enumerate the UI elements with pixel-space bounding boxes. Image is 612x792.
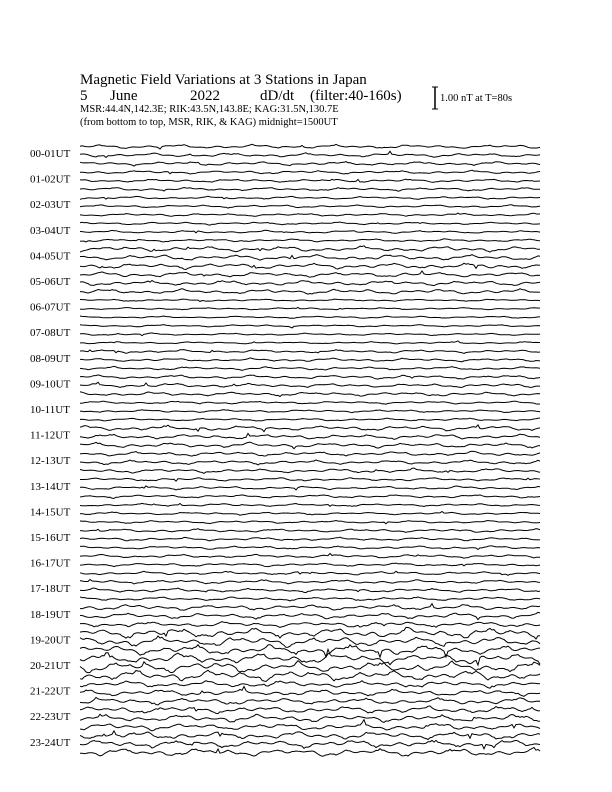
trace-kag [80, 580, 540, 585]
trace-kag [80, 706, 540, 714]
trace-msr [80, 239, 540, 242]
stations-text: MSR:44.4N,142.3E; RIK:43.5N,143.8E; KAG:31.5N,130.7E [80, 104, 339, 115]
trace-msr [80, 289, 540, 294]
trace-rik [80, 537, 540, 541]
hour-label: 12-13UT [30, 455, 71, 468]
component-label: dD/dt [260, 88, 295, 104]
trace-rik [80, 714, 540, 722]
date-year: 2022 [190, 88, 220, 104]
hour-label: 18-19UT [30, 608, 71, 621]
hour-label: 19-20UT [30, 634, 71, 647]
date-day: 5 [80, 88, 88, 104]
trace-rik [80, 358, 540, 362]
trace-rik [80, 151, 540, 157]
trace-kag [80, 425, 540, 432]
date-month: June [110, 88, 138, 104]
hour-label: 14-15UT [30, 506, 71, 519]
trace-kag [80, 271, 540, 277]
trace-msr [80, 162, 540, 166]
trace-msr [80, 597, 540, 601]
trace-kag [80, 627, 540, 639]
hour-label: 21-22UT [30, 685, 71, 698]
trace-rik [80, 179, 540, 182]
trace-rik [80, 382, 540, 387]
chart-title: Magnetic Field Variations at 3 Stations in Japan [80, 72, 367, 88]
hour-label: 10-11UT [30, 404, 70, 416]
trace-kag [80, 529, 540, 533]
trace-rik [80, 281, 540, 286]
trace-kag [80, 170, 540, 174]
filter-label: (filter:40-160s) [310, 88, 402, 104]
hour-label: 22-23UT [30, 711, 71, 724]
trace-msr [80, 645, 540, 658]
hour-label: 11-12UT [30, 429, 70, 442]
scale-label: 1.00 nT at T=80s [440, 93, 513, 104]
trace-rik [80, 205, 540, 208]
order-text: (from bottom to top, MSR, RIK, & KAG) midnight=1500UT [80, 117, 338, 128]
trace-kag [80, 401, 540, 404]
trace-msr [80, 468, 540, 473]
trace-msr [80, 546, 540, 550]
hour-label: 23-24UT [30, 736, 71, 749]
trace-rik [80, 230, 540, 233]
trace-rik [80, 460, 540, 465]
trace-msr [80, 418, 540, 421]
hour-label: 13-14UT [30, 480, 71, 493]
hour-label: 02-03UT [30, 199, 71, 212]
trace-rik [80, 308, 540, 310]
trace-kag [80, 681, 540, 689]
trace-msr [80, 521, 540, 524]
trace-kag [80, 451, 540, 456]
trace-rik [80, 563, 540, 567]
trace-kag [80, 222, 540, 225]
trace-rik [80, 687, 540, 697]
hour-label: 20-21UT [30, 660, 71, 672]
trace-rik [80, 512, 540, 516]
trace-kag [80, 478, 540, 482]
trace-msr [80, 622, 540, 628]
trace-rik [80, 612, 540, 619]
trace-rik [80, 255, 540, 261]
trace-msr [80, 571, 540, 575]
trace-kag [80, 196, 540, 199]
trace-kag [80, 375, 540, 379]
trace-rik [80, 433, 540, 439]
trace-kag [80, 350, 540, 354]
hour-label: 00-01UT [30, 148, 71, 160]
trace-rik [80, 661, 540, 673]
hour-label: 03-04UT [30, 224, 71, 237]
hour-label: 15-16UT [30, 532, 71, 544]
trace-msr [80, 697, 540, 705]
trace-kag [80, 554, 540, 559]
trace-msr [80, 188, 540, 192]
trace-msr [80, 720, 540, 731]
trace-msr [80, 748, 540, 757]
trace-msr [80, 366, 540, 370]
trace-kag [80, 731, 540, 740]
trace-kag [80, 246, 540, 252]
trace-kag [80, 144, 540, 149]
trace-msr [80, 442, 540, 449]
hour-label: 05-06UT [30, 276, 71, 288]
trace-msr [80, 263, 540, 269]
trace-msr [80, 341, 540, 344]
hour-label: 04-05UT [30, 250, 71, 263]
trace-rik [80, 740, 540, 748]
hour-label: 08-09UT [30, 352, 71, 365]
trace-kag [80, 325, 540, 328]
trace-kag [80, 503, 540, 506]
hour-label: 06-07UT [30, 301, 71, 314]
trace-msr [80, 392, 540, 397]
trace-rik [80, 486, 540, 490]
trace-msr [80, 316, 540, 318]
hour-label: 07-08UT [30, 327, 71, 340]
trace-msr [80, 495, 540, 499]
trace-kag [80, 604, 540, 611]
trace-rik [80, 588, 540, 593]
trace-rik [80, 636, 540, 647]
trace-msr [80, 213, 540, 216]
hour-label: 17-18UT [30, 583, 71, 596]
hour-label: 01-02UT [30, 173, 71, 186]
trace-kag [80, 299, 540, 301]
hour-label: 09-10UT [30, 378, 71, 391]
trace-rik [80, 410, 540, 413]
trace-rik [80, 333, 540, 336]
trace-msr [80, 670, 540, 681]
hour-label: 16-17UT [30, 557, 71, 570]
